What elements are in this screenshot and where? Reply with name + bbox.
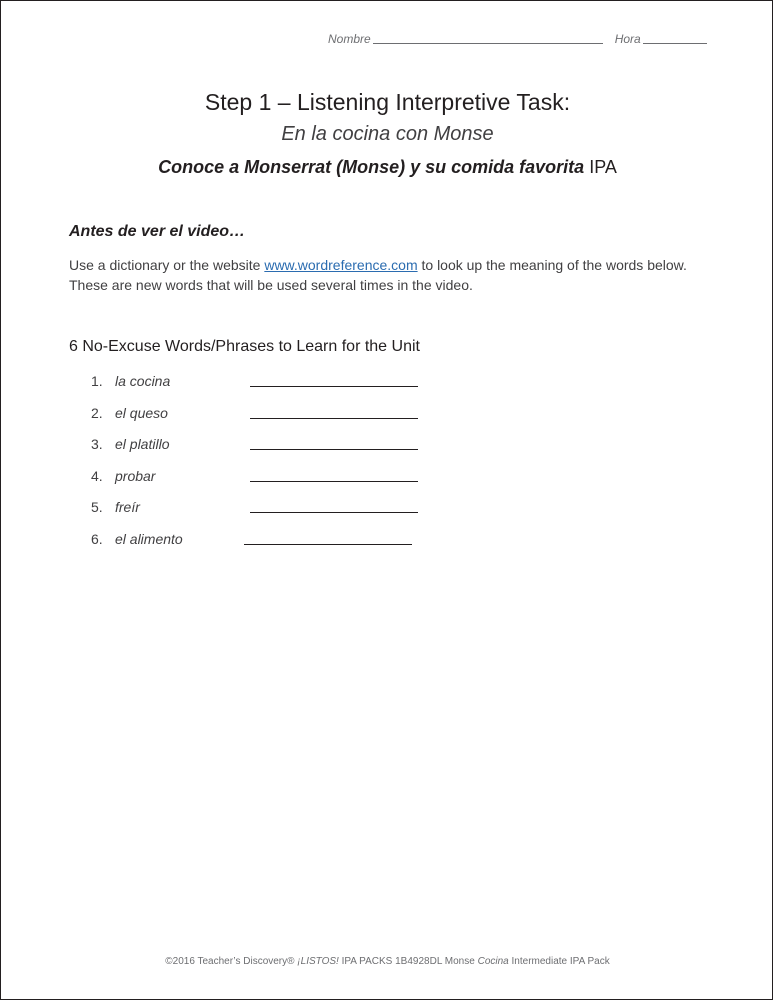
antes-heading: Antes de ver el video… bbox=[69, 223, 246, 240]
answer-line[interactable] bbox=[250, 512, 418, 513]
word-item bbox=[91, 495, 140, 515]
word-text: la cocina bbox=[115, 373, 171, 389]
answer-line[interactable] bbox=[250, 449, 418, 450]
word-item bbox=[91, 464, 155, 484]
instructions-text-1: Use a dictionary or the website bbox=[69, 257, 265, 273]
footer-packs: IPA PACKS 1B4928DL Monse bbox=[341, 956, 475, 967]
word-text: el alimento bbox=[115, 531, 183, 547]
ipa-title bbox=[1, 157, 773, 178]
word-number: 2. bbox=[91, 405, 103, 421]
word-text: el queso bbox=[115, 405, 168, 421]
word-text: probar bbox=[115, 468, 156, 484]
words-heading: 6 No-Excuse Words/Phrases to Learn for the Unit bbox=[69, 338, 420, 355]
answer-line[interactable] bbox=[244, 544, 412, 545]
footer-brand: ¡LISTOS! bbox=[297, 956, 339, 967]
ipa-title-suffix: IPA bbox=[589, 157, 617, 177]
instructions-paragraph bbox=[69, 255, 709, 295]
answer-line[interactable] bbox=[250, 386, 418, 387]
word-text: el platillo bbox=[115, 436, 170, 452]
word-number: 5. bbox=[91, 499, 103, 515]
nombre-label: Nombre bbox=[328, 32, 371, 46]
word-text: freír bbox=[115, 499, 140, 515]
hora-label: Hora bbox=[614, 32, 641, 46]
wordreference-link[interactable]: www.wordreference.com bbox=[264, 257, 418, 273]
ipa-title-italic: Conoce a Monserrat (Monse) y su comida favorita bbox=[158, 157, 585, 177]
answer-line[interactable] bbox=[250, 481, 418, 482]
page-title: Step 1 – Listening Interpretive Task: bbox=[204, 89, 571, 115]
word-item bbox=[91, 369, 170, 389]
nombre-blank[interactable] bbox=[373, 32, 603, 44]
word-item bbox=[91, 527, 183, 547]
word-number: 4. bbox=[91, 468, 103, 484]
word-number: 3. bbox=[91, 436, 103, 452]
instructions-text-2: to look up the meaning of the words below. These are new words that will be used several times in the video. bbox=[69, 257, 687, 293]
word-number: 1. bbox=[91, 373, 103, 389]
page-subtitle: En la cocina con Monse bbox=[281, 123, 494, 145]
hora-blank[interactable] bbox=[643, 32, 707, 44]
student-info-line bbox=[328, 32, 707, 46]
word-item bbox=[91, 432, 169, 452]
footer-cocina: Cocina bbox=[477, 956, 509, 967]
footer-tail: Intermediate IPA Pack bbox=[511, 956, 610, 967]
page-footer bbox=[1, 956, 773, 967]
footer-copyright: ©2016 Teacher’s Discovery® bbox=[165, 956, 295, 967]
word-item bbox=[91, 401, 168, 421]
word-number: 6. bbox=[91, 531, 103, 547]
answer-line[interactable] bbox=[250, 418, 418, 419]
